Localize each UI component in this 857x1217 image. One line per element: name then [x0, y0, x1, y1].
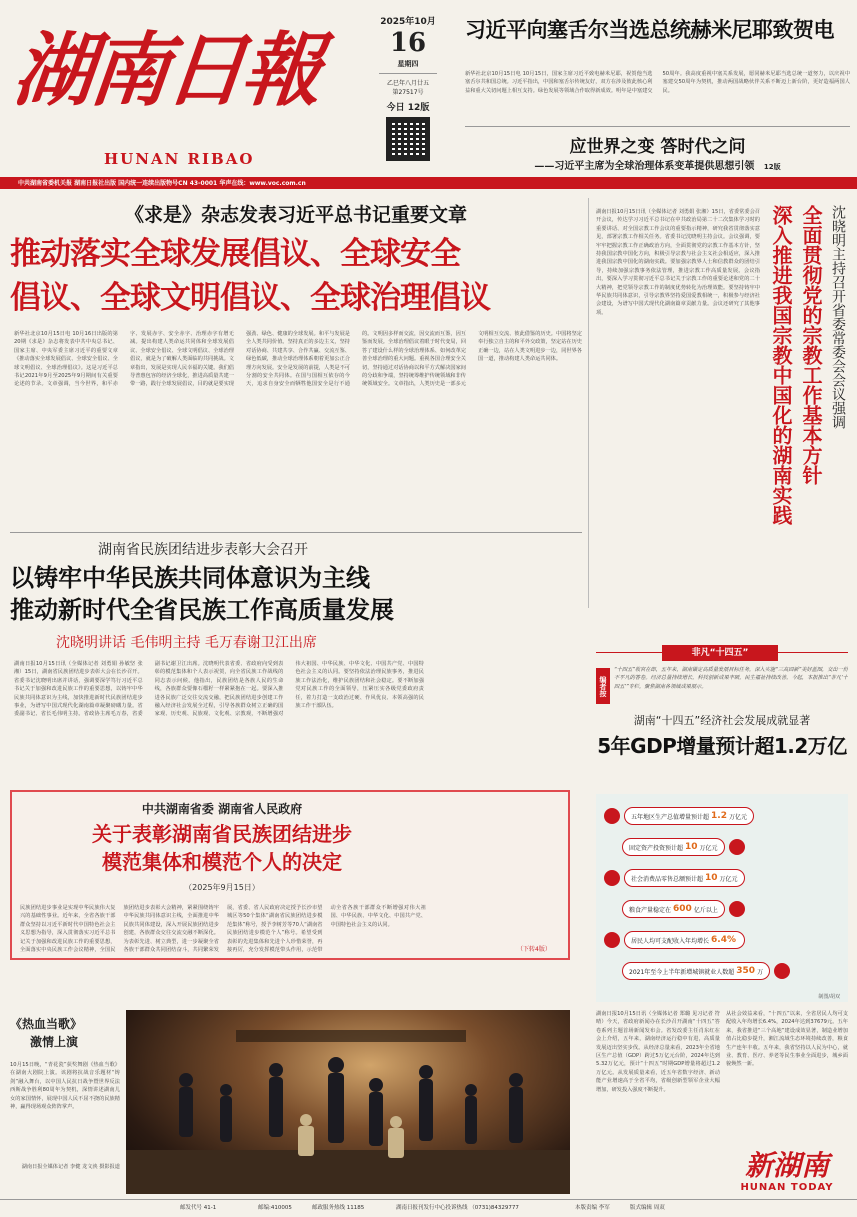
- qr-code-icon[interactable]: [386, 117, 430, 161]
- gdp-body-1: 湖南日报10月15日讯（全媒体记者 郑璐 见习记者 符晴）今天，省政府新闻办在长沙召开湖南“十四五”答卷系列主题首场新闻发布会。省发改委主任肖东红在会上介绍，五年来，湖南经济运行稳中有进，高质量发展迈出坚实步伐。从经济总量来看，2023年全省地区生产总值（GDP）跨过5万亿元台阶，2024年达到5.32万亿元，预计“十四五”时期GDP增量将超过1.2万亿元。从发展质量来看，近五年省数字经济、新动能产业增速高于全省平均，省级创新型领军企业大幅增加，研发投入强度不断提升。: [596, 1011, 720, 1093]
- issue-day: 16: [389, 28, 427, 58]
- infographic-row-pill: [624, 807, 754, 825]
- religion-headline-2[interactable]: 深入推进我国宗教中国化的湖南实践: [769, 205, 793, 525]
- footer: [0, 1201, 857, 1215]
- brand-logo[interactable]: [726, 1150, 848, 1198]
- infographic-row-value: 10: [705, 873, 718, 883]
- infographic-row-icon: [729, 901, 745, 917]
- infographic-row-unit: 亿斤以上: [693, 906, 718, 914]
- top-story: [465, 10, 850, 120]
- masthead: [0, 0, 857, 190]
- editor-label: 编者按: [596, 668, 610, 704]
- brand-cn: 新湖南: [744, 1149, 829, 1182]
- footer-hotline: 湖南日报刊发行中心投诉热线 （0731)84329777: [396, 1205, 519, 1211]
- infographic-row-icon: [604, 932, 620, 948]
- infographic-rows: [604, 804, 840, 990]
- infographic-row: [604, 804, 822, 828]
- page-count: 今日 12版: [386, 103, 430, 113]
- infographic-row: [622, 835, 840, 859]
- stage-photo[interactable]: [126, 1010, 570, 1194]
- info-bar-text: 中共湖南省委机关报 湖南日报社出版 国内统一连续出版物号CN 43-0001 华声在线：www.voc.com.cn: [18, 180, 306, 187]
- infographic-row-label: 粮食产量稳定在: [629, 906, 672, 914]
- issue-weekday: 星期四: [397, 60, 419, 68]
- lunar-date: 乙巳年八月廿五: [386, 80, 429, 87]
- shisiwu-banner-label[interactable]: 非凡“十四五”: [662, 645, 778, 661]
- photo-credit: 湖南日报全媒体记者 李健 龙文泱 摄影报道: [21, 1164, 120, 1170]
- religion-headline-1[interactable]: 全面贯彻党的宗教工作基本方针: [799, 205, 823, 485]
- decision-issuer: 中共湖南省委 湖南省人民政府: [141, 802, 303, 816]
- decision-body: 民族团结进步事业是实现中华民族伟大复兴的基础性事业。近年来，全省各族干部群众坚持以习近平新时代中国特色社会主义思想为指导，深入贯彻落实习近平总书记关于加强和改进民族工作的重要思想，全面落实中央民族工作会议精神，全国民族团结进步表彰大会精神，紧紧围绕铸牢中华民族共同体意识主线，全面推进中华民族共同体建设，深入开展民族团结进步创建，各族群众交往交流交融不断深化。为表彰先进、树立典型，进一步凝聚全省各族干部群众共同团结奋斗，共同繁荣发展，省委、省人民政府决定授予长沙市望城区等50个集体“湖南省民族团结进步模范集体”称号，授予李树芳等70人“湖南省民族团结进步模范个人”称号。希望受到表彰的先进集体和先进个人珍惜荣誉，再接再厉，充分发挥模范带头作用，示范带动全省各族干部群众不断增强对伟大祖国、中华民族、中华文化、中国共产党、中国特色社会主义的认同。: [20, 905, 426, 954]
- infographic-row-value: 600: [673, 904, 692, 914]
- ethnic-body-continued: [430, 540, 582, 788]
- logo: 湖南日報: [9, 23, 323, 117]
- infographic-row-icon: [604, 870, 620, 886]
- infographic-row-label: 居民人均可支配收入年均增长: [631, 937, 710, 945]
- issue-date: 2025年10月: [380, 17, 436, 27]
- lead-body: 新华社北京10月15日电 10月16日出版的第20期《求是》杂志将发表中共中央总书记、国家主席、中央军委主席习近平的重要文章《推动落实全球发展倡议、全球安全倡议、全球文明倡议、全球治理倡议》。这是习近平总书记2021年9月至2025年9月期间有关重要论述的节录。文章强调，当今世界，和平赤字、发展赤字、安全赤字、治理赤字有增无减。提出构建人类命运共同体和全球发展倡议、全球安全倡议、全球文明倡议、全球治理倡议，就是为了破解人类面临的共同挑战。文章指出，发展是实现人民幸福的关键。我们倡导普惠包容的经济全球化，推进高质量共建一带一路，践行全球发展倡议，目的就是要实现强劲、绿色、健康的全球发展。和平与发展是全人类共同价值。坚持真正的多边主义，坚持对话协商、共建共享、合作共赢、交流互鉴、绿色低碳，推动全球治理体系朝着更加公正合理方向发展。安全是发展的前提，人类是不可分割的安全共同体。在国与国相互依存的今天，追求自身安全而牺牲他国安全是行不通的。文明因多样而交流，因交流而互鉴，因互鉴而发展。全球治理倡议着眼于时代变局，回答了建设什么样的全球治理体系、如何改革完善全球治理的重大问题。重视各国合理安全关切，坚持通过对话协商以和平方式解决国家间的分歧和争端，坚持统筹维护传统领域和非传统领域安全。文章指出，人类历史是一部多元文明相互交流、彼此借鉴的历史。中国将坚定奉行独立自主的和平外交政策，坚定站在历史正确一边，站在人类文明进步一边，同世界各国一道，推动构建人类命运共同体。: [14, 331, 582, 388]
- infographic-row-label: 五年地区生产总值增量预计超: [631, 813, 710, 821]
- footer-postcode: 邮编:410005: [258, 1205, 292, 1211]
- infographic-row-unit: 万: [757, 968, 764, 976]
- ethnic-kicker: 湖南省民族团结进步表彰大会召开: [98, 542, 308, 558]
- infographic-row-icon: [729, 839, 745, 855]
- infographic-row-pill: [622, 838, 725, 856]
- ethnic-headline-2[interactable]: 推动新时代全省民族工作高质量发展: [10, 596, 394, 624]
- shisiwu-headline[interactable]: 5年GDP增量预计超1.2万亿: [597, 734, 847, 758]
- infographic-row-pill: [622, 962, 770, 980]
- shisiwu-banner: [596, 645, 848, 661]
- top-story-headline[interactable]: 习近平向塞舌尔当选总统赫米尼耶致贺电: [465, 18, 834, 42]
- date-box: [373, 10, 443, 170]
- sub-story-page-ref[interactable]: 12版: [763, 163, 781, 171]
- ethnic-subhead: 沈晓明讲话 毛伟明主持 毛万春谢卫江出席: [56, 635, 317, 651]
- decision-title-1[interactable]: 关于表彰湖南省民族团结进步: [92, 822, 352, 846]
- infographic-row-pill: [624, 931, 745, 949]
- photo-body: 10月15日晚，“青花瓷”获奖舞剧《热血当歌》在湖南大剧院上演。该剧将抗战音乐题材“铸剑”融入舞台，以中国人民抗日战争暨世界反法西斯战争胜利80周年为契机，深情讲述湖南儿女的家国情怀，展现中国人民不屈不挠的民族精神，赢得现场观众阵阵掌声。: [10, 1062, 120, 1111]
- footer-designer: 版式编辑 周双: [630, 1205, 665, 1211]
- footer-service: 邮政服务热线 11185: [312, 1205, 365, 1211]
- infographic-row: [622, 897, 840, 921]
- lead-headline-2[interactable]: 倡议、全球文明倡议、全球治理倡议: [10, 280, 490, 316]
- brand-en: HUNAN TODAY: [740, 1182, 834, 1193]
- infographic-row-icon: [604, 808, 620, 824]
- infographic-row-value: 6.4%: [711, 935, 736, 945]
- sub-story-headline[interactable]: 应世界之变 答时代之问: [569, 137, 746, 157]
- infographic-row-unit: 万亿元: [719, 875, 738, 883]
- religion-body: 湖南日报10月15日讯（全媒体记者 刘勇娟 张湘）15日，省委常委会召开会议，传达学习习近平总书记在中共政治局第二十二次集体学习时的重要讲话、对全国宗教工作会议的重要指示精神，研究我省贯彻落实意见，部署宗教工作相关任务。省委书记沈晓明主持会议。会议强调，要牢牢把握宗教工作正确政治方向，全面贯彻党的宗教工作基本方针，坚持我国宗教中国化方向，积极引导宗教与社会主义社会相适应，深入推进我国宗教中国化的湖南实践。要加强宗教界人士和信教群众的团结引导，持续加强宗教事务依法管理，推进宗教工作高质量发展。会议指出，要深入学习贯彻习近平总书记关于宗教工作的重要论述和党的二十大精神，把党领导宗教工作的制度优势转化为治理效能。要坚持铸牢中华民族共同体意识，引导宗教界坚持爱国爱教相统一，积极参与经济社会建设，为谱写中国式现代化湖南篇章贡献力量。会议还研究了其他事项。: [596, 209, 760, 316]
- editor-note: “十四五”收官在即，五年来，湖南锚定高质量发展目标任务，深入实施“三高四新”美好蓝图，交出一份不平凡的答卷。经济总量持续增长，科技创新成果丰硕，民生福祉持续改善。今起，本报推出“非凡‘十四五’”专栏，聚焦湖南各领域成果展示。: [614, 667, 848, 690]
- infographic-row-pill: [624, 869, 745, 887]
- sub-story-subhead: ——习近平主席为全球治理体系变革提供思想引领: [534, 161, 755, 172]
- lead-story: [10, 198, 582, 340]
- logo-english: HUNAN RIBAO: [104, 150, 255, 168]
- infographic-row-label: 社会消费品零售总额预计超: [631, 875, 704, 883]
- ethnic-body: 湖南日报10月15日讯（全媒体记者 刘勇娟 孙敏坚 张湘）15日，湖南省民族团结进步表彰大会在长沙召开。省委书记沈晓明出席并讲话，强调要深学笃行习近平总书记关于加强和改进民族工作的重要思想，以铸牢中华民族共同体意识为主线，加快推进新时代民族团结进步事业，为谱写中国式现代化湖南篇章凝聚磅礴力量。省委副书记、省长毛伟明主持。省政协主席毛万春，省委副书记谢卫江出席。沈晓明代表省委、省政府向受到表彰的模范集体和个人表示祝贺，向全省民族工作战线的同志表示问候。他指出，民族团结是各族人民的生命线，各族群众要像石榴籽一样紧紧抱在一起。要深入推进各民族广泛交往交流交融，把民族团结进步创建工作融入经济社会发展全过程，引导各族群众树立正确的国家观、历史观、民族观、文化观、宗教观，不断增强对伟大祖国、中华民族、中华文化、中国共产党、中国特色社会主义的认同。要坚持依法治理民族事务，推进民族工作法治化，维护民族团结和社会稳定。要不断加强党对民族工作的全面领导，压紧压实各级党委政府责任，着力打造一支政治过硬、作风优良、本领高强的民族工作干部队伍。: [14, 661, 424, 718]
- decision-box: [10, 790, 570, 960]
- gdp-body-2: 从社会效益来看，“十四五”以来，全省居民人均可支配收入年均增长6.4%，2024年达到37679元。五年来，我省推进“三个高地”建设成效显著，制造业增加值占比稳步提升，湘江流域生态环境持续改善，粮食生产连年丰收。五年来，我省坚持以人民为中心，就业、教育、医疗、养老等民生事业全面进步，城乡面貌焕然一新。: [726, 1011, 848, 1068]
- religion-author: 沈晓明主持召开省委常委会会议强调: [830, 205, 846, 429]
- infographic-row-unit: 万亿元: [728, 813, 747, 821]
- infographic-row-value: 350: [736, 966, 756, 976]
- top-story-body: 新华社北京10月15日电 10月15日，国家主席习近平致电赫米尼耶，祝贺他当选塞舌尔共和国总统。习近平指出，中国和塞舌尔传统友好，双方在涉及彼此核心利益和重大关切问题上相互支持。绿色发展等领域合作取得新成效。明年是中塞建交50周年。我高度重视中塞关系发展，愿同赫米尼耶当选总统一道努力，以庆祝中塞建交50周年为契机，推动两国战略伙伴关系不断迈上新台阶，更好造福两国人民。: [465, 71, 850, 94]
- lead-kicker: 《求是》杂志发表习近平总书记重要文章: [124, 204, 467, 226]
- photo-story: [10, 1015, 120, 1195]
- ethnic-headline-1[interactable]: 以铸牢中华民族共同体意识为主线: [10, 564, 370, 592]
- photo-headline-1[interactable]: 《热血当歌》: [10, 1017, 83, 1031]
- lead-headline-1[interactable]: 推动落实全球发展倡议、全球安全: [10, 236, 460, 272]
- infographic-row-label: 固定资产投资预计超: [629, 844, 684, 852]
- infographic-row: [604, 866, 822, 890]
- decision-continue-link[interactable]: （下转4版）: [517, 946, 551, 953]
- decision-title-2[interactable]: 模范集体和模范个人的决定: [102, 850, 342, 874]
- infographic-row-icon: [774, 963, 790, 979]
- gdp-infographic: [596, 794, 848, 1002]
- footer-issn: 邮发代号 41-1: [180, 1205, 217, 1211]
- decision-date: （2025年9月15日）: [184, 883, 260, 892]
- infographic-row-pill: [622, 900, 725, 918]
- photo-headline-2[interactable]: 激情上演: [30, 1035, 79, 1049]
- infographic-row-label: 2021年至今上半年新增城镇就业人数超: [629, 968, 735, 976]
- infographic-row-value: 10: [685, 842, 698, 852]
- infographic-row-unit: 万亿元: [699, 844, 718, 852]
- info-bar: [0, 177, 857, 189]
- infographic-row-value: 1.2: [711, 811, 727, 821]
- footer-editor: 本版责编 李军: [575, 1205, 610, 1211]
- infographic-row: [604, 928, 822, 952]
- stage-photo-scene: [126, 1010, 570, 1194]
- infographic-credit: 制图/胡双: [818, 994, 840, 1000]
- shisiwu-kicker: 湖南“十四五”经济社会发展成就显著: [633, 714, 811, 727]
- issue-number: 第27517号: [392, 89, 424, 96]
- infographic-row: [622, 959, 840, 983]
- decision-body-side: [430, 796, 564, 942]
